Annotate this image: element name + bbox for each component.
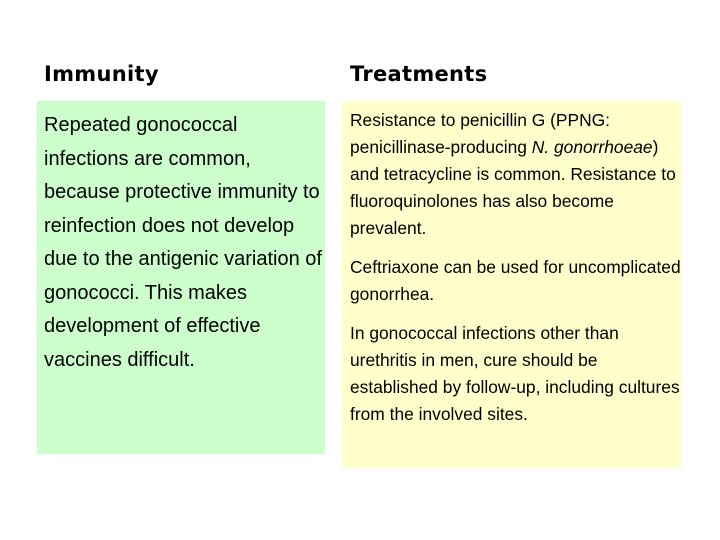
organism-name: N. gonorrhoeae (531, 137, 653, 157)
treatments-heading: Treatments (350, 62, 488, 86)
resistance-text-end: ) and tetracycline is common. Resistance to fluoroquinolones has also become prevalent. (350, 137, 676, 238)
treatments-panel (342, 101, 682, 468)
immunity-text: Repeated gonococcal infections are common, because protective immunity to reinfection does not develop due to the antigenic variation of gonococci. This makes development of effective vaccines difficult. (44, 114, 322, 371)
immunity-heading: Immunity (44, 62, 159, 86)
resistance-paragraph (350, 107, 682, 242)
immunity-panel (37, 101, 325, 454)
follow-up-paragraph: In gonococcal infections other than urethritis in men, cure should be established by follow-up, including cultures from the involved sites. (350, 323, 680, 424)
ceftriaxone-paragraph: Ceftriaxone can be used for uncomplicated gonorrhea. (350, 257, 681, 304)
resistance-text-start: Resistance to penicillin G (PPNG: penicillinase-producing (350, 110, 610, 157)
